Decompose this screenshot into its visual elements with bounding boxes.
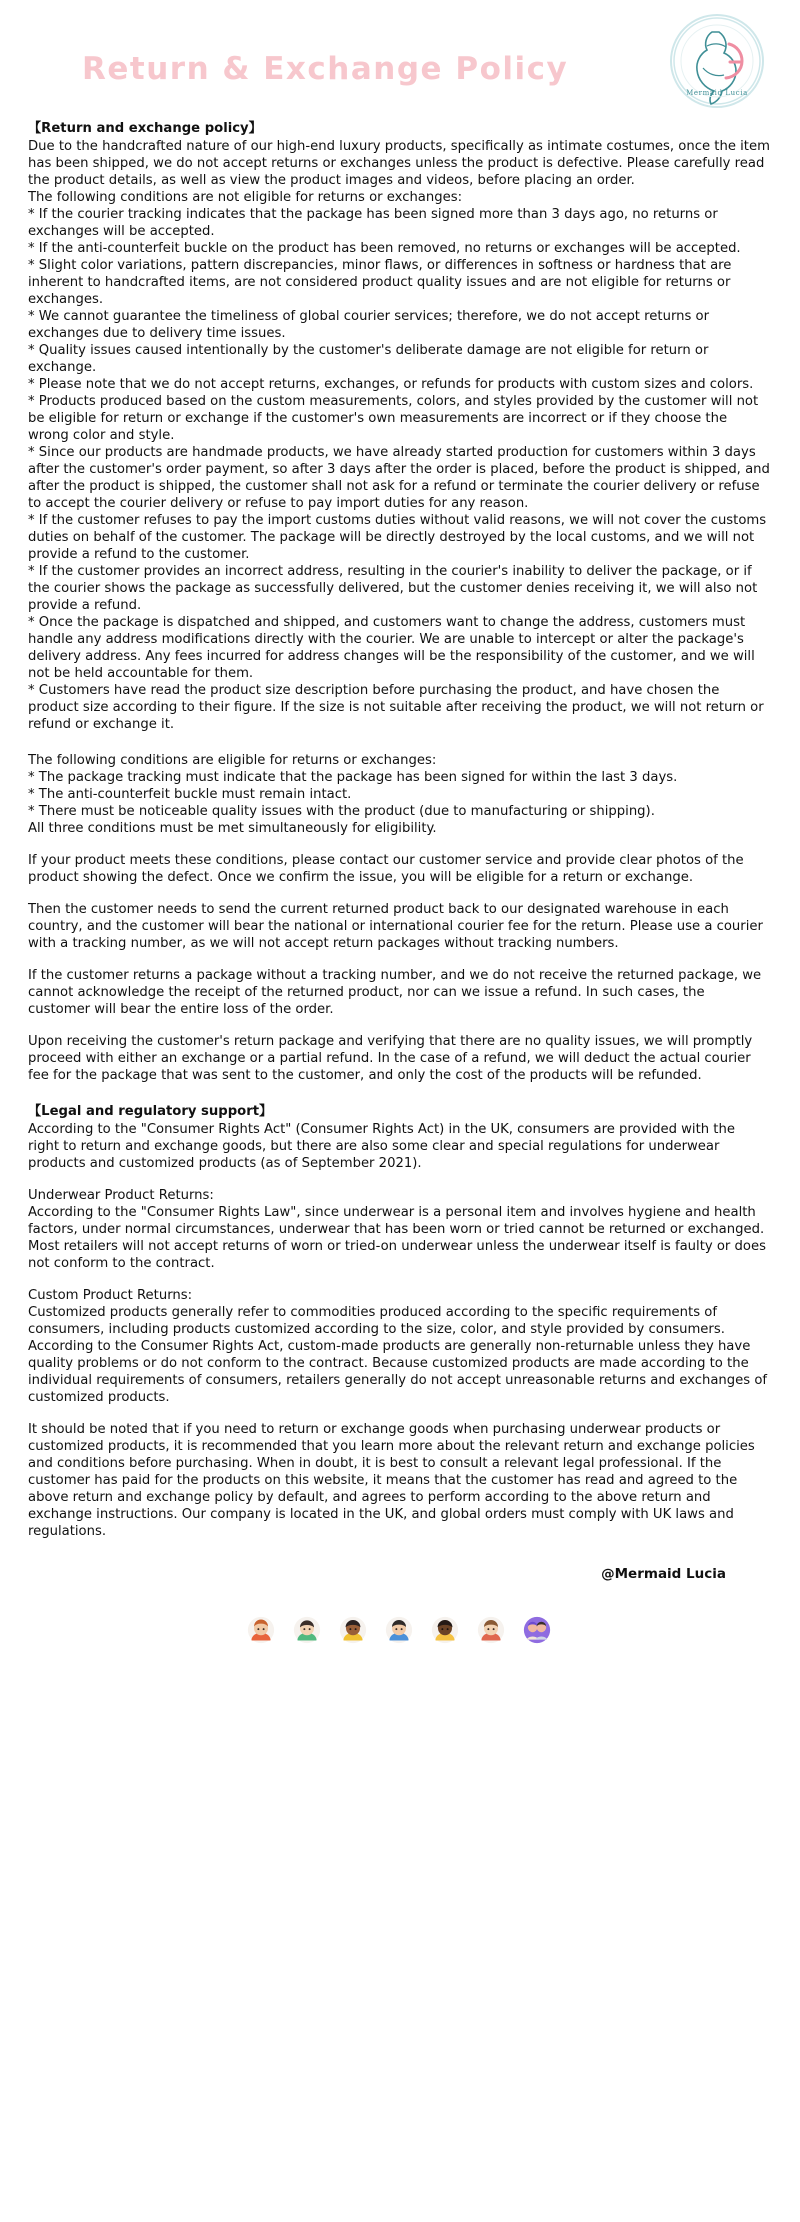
return-policy-intro: Due to the handcrafted nature of our high-end luxury products, specifically as intimate costumes, once the item has been shipped, we do not accept returns or exchanges unless the product is defective. Please carefully read the product details, as well as view the product images and videos, before placing an order. [28, 139, 775, 188]
avatar-person-6 [477, 1616, 505, 1644]
legal-intro: According to the "Consumer Rights Act" (Consumer Rights Act) in the UK, consumers are provided with the right to return and exchange goods, but there are also some clear and special regulations for underwear products and customized products (as of September 2021). [28, 1122, 740, 1171]
not-eligible-item: * If the anti-counterfeit buckle on the product has been removed, no returns or exchanges will be accepted. [28, 241, 741, 256]
avatar-person-3 [339, 1616, 367, 1644]
not-eligible-item: * Slight color variations, pattern discrepancies, minor flaws, or differences in softness or hardness that are inherent to handcrafted items, are not considered product quality issues and are not eligible for returns or exchanges. [28, 258, 736, 307]
logo-caption: Mermaid Lucia [686, 89, 748, 97]
not-eligible-item: * If the courier tracking indicates that the package has been signed more than 3 days ago, no returns or exchanges will be accepted. [28, 207, 722, 239]
eligible-item: * The package tracking must indicate that the package has been signed for within the last 3 days. [28, 770, 678, 785]
not-eligible-item: * Please note that we do not accept returns, exchanges, or refunds for products with custom sizes and colors. [28, 377, 754, 392]
spacer [28, 1018, 770, 1033]
spacer [28, 1272, 770, 1287]
not-eligible-item: * If the customer provides an incorrect address, resulting in the courier's inability to deliver the package, or if the courier shows the package as successfully delivered, but the customer denies receiving it, we will also not provide a refund. [28, 564, 762, 613]
page-title: Return & Exchange Policy [82, 51, 569, 87]
avatar-person-4 [385, 1616, 413, 1644]
not-eligible-item: * If the customer refuses to pay the import customs duties without valid reasons, we will not cover the customs duties on behalf of the customer. The package will be directly destroyed by the local customs, and we will not provide a refund to the customer. [28, 513, 771, 562]
underwear-returns-heading: Underwear Product Returns: [28, 1188, 214, 1203]
eligible-lead: The following conditions are eligible for returns or exchanges: [28, 753, 437, 768]
avatar-group [523, 1616, 551, 1644]
not-eligible-lead: The following conditions are not eligible for returns or exchanges: [28, 190, 463, 205]
refund-paragraph: Upon receiving the customer's return package and verifying that there are no quality issues, we will promptly proceed with either an exchange or a partial refund. In the case of a refund, we will deduct the actual courier fee for the package that was sent to the customer, and only the cost of the products will be refunded. [28, 1034, 757, 1083]
not-eligible-item: * Customers have read the product size description before purchasing the product, and have chosen the product size according to their figure. If the size is not suitable after receiving the product, we will not return or refund or exchange it. [28, 683, 768, 732]
closing-paragraph: It should be noted that if you need to return or exchange goods when purchasing underwear products or customized products, it is recommended that you learn more about the relevant return and exchange policies and conditions before purchasing. When in doubt, it is best to consult a relevant legal professional. If the customer has paid for the products on this website, it means that the customer has read and agreed to the above return and exchange policy by default, and agrees to perform according to the above return and exchange instructions. Our company is located in the UK, and global orders must comply with UK laws and regulations. [28, 1422, 759, 1539]
page-header [0, 0, 800, 120]
spacer [28, 1084, 770, 1103]
custom-returns-body: Customized products generally refer to commodities produced according to the specific requirements of consumers, including products customized according to the size, color, and style provided by consumers. According to the Consumer Rights Act, custom-made products are generally non-returnable unless they have quality problems or do not conform to the contract. Because customized products are made according to the individual requirements of consumers, retailers generally do not accept unreasonable returns and exchanges of customized products. [28, 1305, 772, 1405]
signature: @Mermaid Lucia [601, 1566, 726, 1582]
no-tracking-paragraph: If the customer returns a package without a tracking number, and we do not receive the returned package, we cannot acknowledge the receipt of the returned product, nor can we issue a refund. In such cases, the customer will bear the entire loss of the order. [28, 968, 766, 1017]
not-eligible-item: * Quality issues caused intentionally by the customer's deliberate damage are not eligible for return or exchange. [28, 343, 713, 375]
not-eligible-item: * Since our products are handmade products, we have already started production for customers within 3 days after the customer's order payment, so after 3 days after the order is placed, before the product is shipped, and after the product is shipped, the customer shall not ask for a refund or terminate the courier delivery or refuse to accept the courier delivery or refuse to pay import duties for any reason. [28, 445, 775, 511]
avatar-person-1 [247, 1616, 275, 1644]
not-eligible-item: * We cannot guarantee the timeliness of global courier services; therefore, we do not accept returns or exchanges due to delivery time issues. [28, 309, 714, 341]
underwear-returns-body: According to the "Consumer Rights Law", since underwear is a personal item and involves hygiene and health factors, under normal circumstances, underwear that has been worn or tried cannot be returned or exchanged. Most retailers will not accept returns of worn or tried-on underwear unless the underwear itself is faulty or does not conform to the contract. [28, 1205, 771, 1271]
spacer [28, 1406, 770, 1421]
avatar-person-2 [293, 1616, 321, 1644]
spacer [28, 952, 770, 967]
spacer [28, 733, 770, 752]
return-policy-heading: 【Return and exchange policy】 [28, 121, 262, 136]
spacer [28, 1172, 770, 1187]
not-eligible-item: * Once the package is dispatched and shipped, and customers want to change the address, customers must handle any address modifications directly with the courier. We are unable to intercept or alter the package's delivery address. Any fees incurred for address changes will be the responsibility of the customer, and we will not be held accountable for them. [28, 615, 759, 681]
avatar-row [28, 1616, 770, 1670]
contact-paragraph: If your product meets these conditions, please contact our customer service and provide clear photos of the product showing the defect. Once we confirm the issue, you will be eligible for a return or exchange. [28, 853, 748, 885]
not-eligible-item: * Products produced based on the custom measurements, colors, and styles provided by the customer will not be eligible for return or exchange if the customer's own measurements are incorrect or if they choose the wrong color and style. [28, 394, 763, 443]
legal-support-heading: 【Legal and regulatory support】 [28, 1104, 273, 1119]
spacer [28, 837, 770, 852]
eligible-item: * There must be noticeable quality issues with the product (due to manufacturing or shipping). [28, 804, 655, 819]
custom-returns-heading: Custom Product Returns: [28, 1288, 193, 1303]
avatar-person-5 [431, 1616, 459, 1644]
mermaid-lucia-logo [670, 14, 764, 108]
eligible-item: * The anti-counterfeit buckle must remain intact. [28, 787, 352, 802]
return-shipping-paragraph: Then the customer needs to send the current returned product back to our designated warehouse in each country, and the customer will bear the national or international courier fee for the return. Please use a courier with a tracking number, as we will not accept return packages without tracking numbers. [28, 902, 768, 951]
spacer [28, 886, 770, 901]
policy-content [0, 120, 800, 1670]
eligible-note: All three conditions must be met simultaneously for eligibility. [28, 821, 437, 836]
